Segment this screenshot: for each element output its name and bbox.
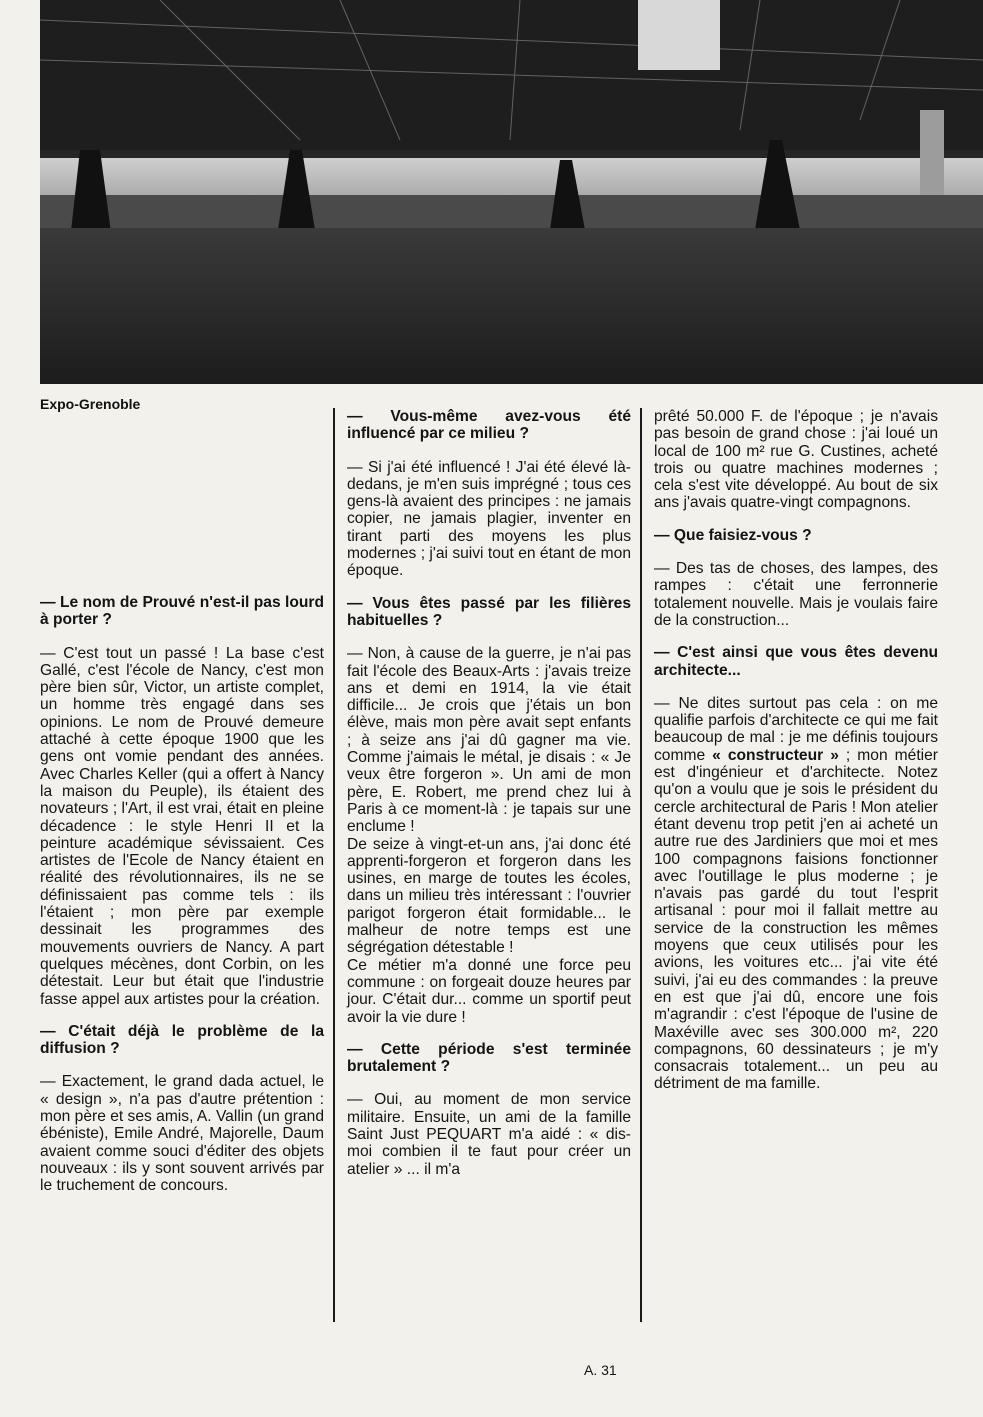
page-number: A. 31 — [584, 1362, 617, 1378]
column-divider — [640, 408, 642, 1322]
question-heading: — Que faisiez-vous ? — [654, 526, 812, 544]
exhibition-hall-photo — [40, 0, 983, 384]
question-heading: — Vous-même avez-vous été influencé par ce milieu ? — [347, 408, 631, 443]
answer-paragraph: — Exactement, le grand dada actuel, le « design », n'a pas d'autre prétention : mon père et ses amis, A. Vallin (un grand ébéniste), Emile André, Majorelle, Daum avaient comme souci d'éditer des objets nouveaux : ils y sont souvent arrivés par le truchement de concours. — [40, 1073, 325, 1195]
answer-paragraph: — Non, à cause de la guerre, je n'ai pas fait l'école des Beaux-Arts : j'avais treize ans et demi en 1914, la vie était difficile... Je crois que j'étais un bon élève, mais mon père avait sept enfants ; à seize ans j'ai dû gagner ma vie. Comme j'aimais le métal, je disais : « Je veux être forgeron ». Un ami de mon père, E. Robert, me prend chez lui à Paris à ce moment-là : je tapais sur une enclume ! — [347, 645, 631, 836]
text-column-2 — [347, 408, 631, 1193]
question-heading: — C'était déjà le problème de la diffusion ? — [40, 1022, 324, 1058]
question-heading: — Le nom de Prouvé n'est-il pas lourd à porter ? — [40, 594, 324, 629]
text-column-3 — [654, 408, 938, 1108]
hall-photo-drawing — [40, 0, 983, 384]
question-heading: — Vous êtes passé par les filières habituelles ? — [347, 594, 631, 629]
answer-paragraph: — Oui, au moment de mon service militaire. Ensuite, un ami de la famille Saint Just PEQUART m'a aidé : « dis-moi combien il te faut pour créer un atelier » ... il m'a — [347, 1091, 631, 1178]
answer-paragraph — [654, 695, 938, 1093]
answer-paragraph: prêté 50.000 F. de l'époque ; je n'avais pas besoin de grand chose : j'ai loué un local de 100 m² rue G. Custines, acheté trois ou quatre machines modernes ; cela s'est vite développé. Au bout de six ans j'avais quatre-vingt compagnons. — [654, 408, 938, 512]
column-divider — [333, 408, 335, 1322]
answer-text: — Ne dites surtout pas cela : on me qualifie parfois d'architecte ce qui me fait beaucoup de mal : je me définis toujours comme — [654, 694, 938, 764]
answer-emphasis: « constructeur » — [712, 746, 839, 764]
answer-paragraph: Ce métier m'a donné une force peu commune : on forgeait douze heures par jour. C'était dur... comme un sportif peut avoir la vie dure ! — [347, 956, 631, 1026]
answer-paragraph: — Si j'ai été influencé ! J'ai été élevé là-dedans, je m'en suis imprégné ; tous ces gens-là avaient des principes : ne jamais copier, ne jamais plagier, inventer en tirant parti des moyens les plus modernes ; j'ai suivi tout en étant de mon époque. — [347, 458, 631, 580]
photo-caption: Expo-Grenoble — [40, 396, 141, 412]
answer-paragraph: — Des tas de choses, des lampes, des rampes : c'était une ferronnerie totalement nouvelle. Mais je voulais faire de la construction... — [654, 560, 938, 629]
answer-paragraph: — C'est tout un passé ! La base c'est Gallé, c'est l'école de Nancy, c'est mon père bien sûr, Victor, un artiste complet, un homme très engagé dans ses opinions. Le nom de Prouvé demeure attaché à cette époque 1900 que les gens ont vomie pendant des années. Avec Charles Keller (qui a offert à Nancy la maison du Peuple), ils étaient des novateurs ; l'Art, il est vrai, était en pleine décadence : le style Henri II et la peinture académique sévissaient. Ces artistes de l'Ecole de Nancy étaient en réalité des révolutionnaires, ils ne se définissaient pas comme tels : ils l'étaient ; mon père par exemple dessinait les programmes des mouvements ouvriers de Nancy. A part quelques mécènes, dont Corbin, on les détestait. Leur but était que l'industrie fasse appel aux artistes pour la création. — [40, 644, 324, 1008]
question-heading: — C'est ainsi que vous êtes devenu architecte... — [654, 644, 938, 679]
answer-text: ; mon métier est d'ingénieur et d'architecte. Notez qu'on a voulu que je sois le président du cercle architectural de Paris ! Mon atelier étant devenu trop petit j'en ai acheté un autre rue des Jardiniers que moi et mes 100 compagnons faisions fonctionner avec l'outillage le plus moderne ; je n'avais pas gardé du tout l'esprit artisanal : pour moi il fallait mettre au service de la construction les mêmes moyens que ceux utilisés pour les avions, les voitures etc... j'ai vite été suivi, j'ai eu des commandes : la preuve en est que j'ai dû, encore une fois m'agrandir : c'est l'époque de l'usine de Maxéville avec ses 300.000 m², 220 compagnons, 60 dessinateurs ; je m'y consacrais totalement... un peu au détriment de ma famille. — [654, 746, 938, 1093]
question-heading: — Cette période s'est terminée brutalement ? — [347, 1040, 631, 1076]
answer-paragraph: De seize à vingt-et-un ans, j'ai donc été apprenti-forgeron et forgeron dans les usines, en marge de toutes les écoles, dans un milieu très intéressant : l'ouvrier parigot forgeron était formidable... le malheur de notre temps est une ségrégation détestable ! — [347, 835, 631, 957]
text-column-1 — [40, 408, 324, 1210]
